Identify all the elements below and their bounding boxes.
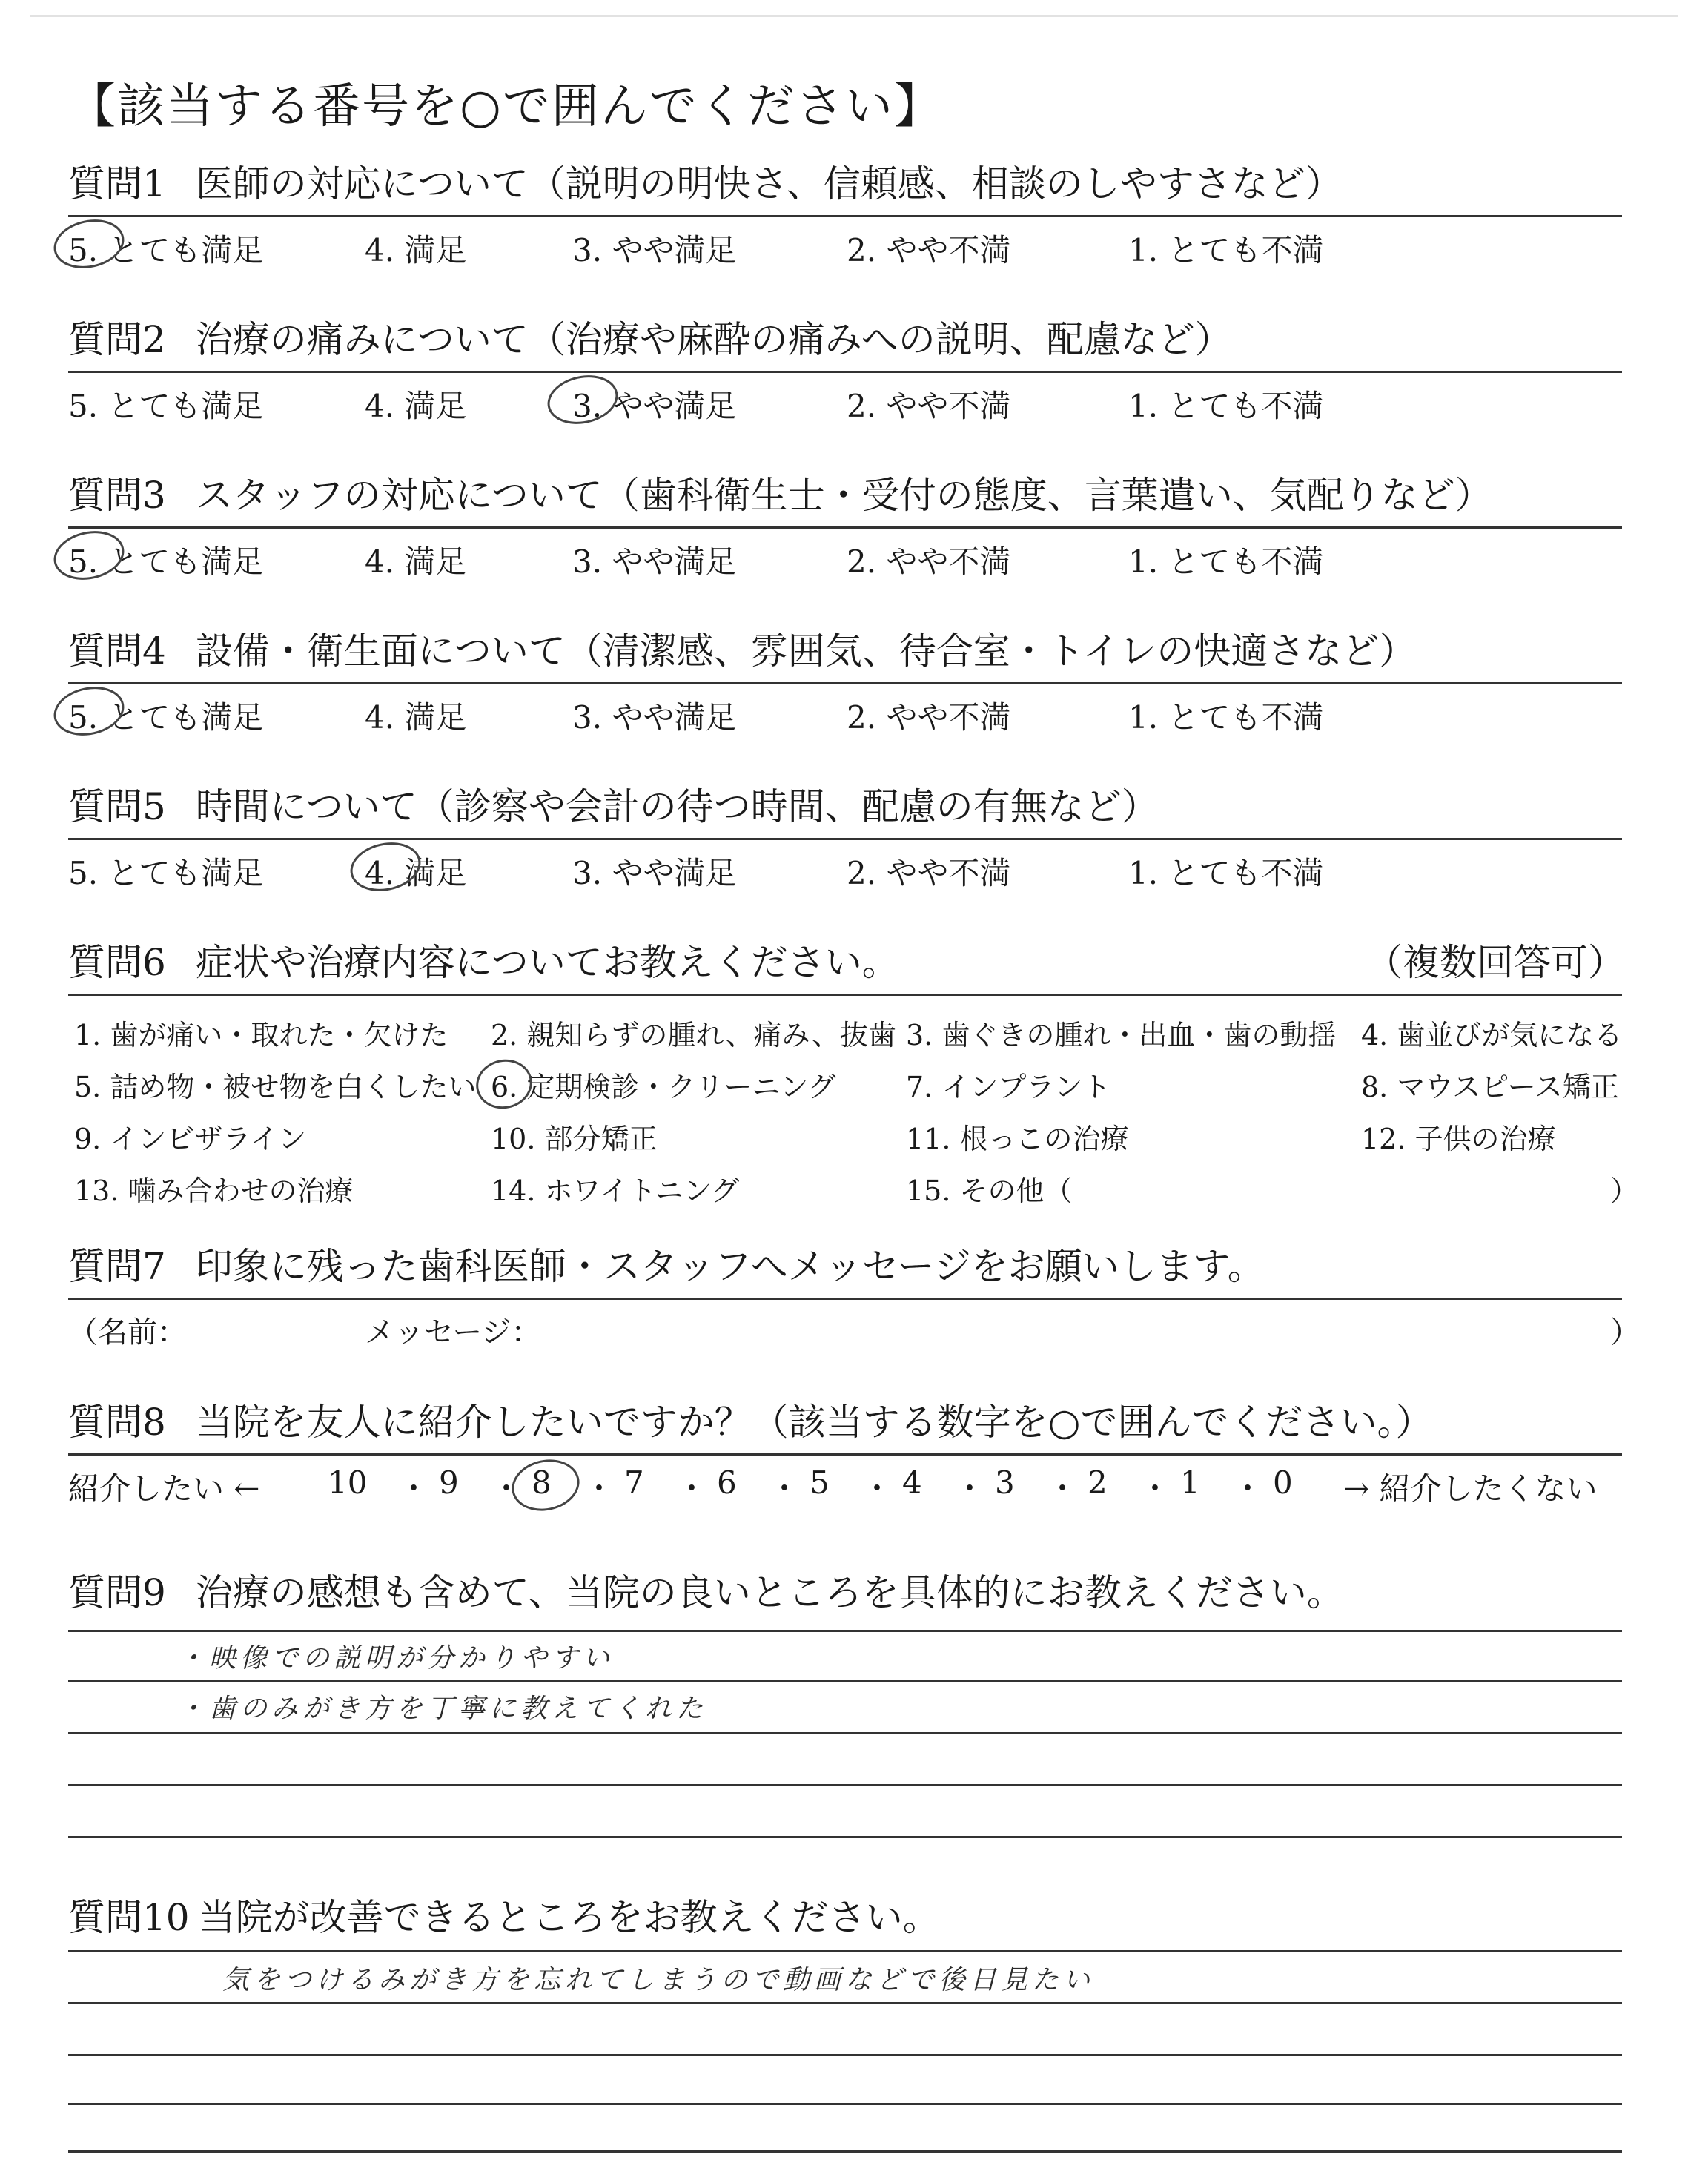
handwritten-answer: ・歯のみがき方を丁寧に教えてくれた [178,1694,708,1724]
rating-options [68,684,1625,736]
recommend-scale [68,1456,1625,1509]
option-4[interactable]: 4. 満足 [365,699,467,736]
question-6-title [68,936,1625,989]
question-9-title [68,1566,1625,1619]
answer-line [68,1680,1622,1682]
option-3[interactable]: 3. やや満足 [572,544,737,580]
symptom-option[interactable]: 6. 定期検診・クリーニング [491,1071,836,1103]
answer-line [68,2054,1622,2056]
question-text: 治療の痛みについて（治療や麻酔の痛みへの説明、配慮など） [195,318,1232,361]
option-5[interactable]: 5. とても満足 [68,544,264,580]
question-7-title [68,1240,1625,1293]
handwritten-answer: ・映像での説明が分かりやすい [178,1643,615,1674]
symptom-option[interactable]: 14. ホワイトニング [491,1175,740,1207]
option-1[interactable]: 1. とても不満 [1128,855,1324,891]
option-3[interactable]: 3. やや満足 [572,232,737,268]
scale-value[interactable]: 9 [439,1464,459,1501]
question-2 [68,313,1625,422]
option-5[interactable]: 5. とても満足 [68,232,264,268]
name-label: （名前： [68,1315,187,1350]
option-2[interactable]: 2. やや不満 [847,855,1011,891]
scale-dot: ・ [1047,1470,1079,1507]
option-2[interactable]: 2. やや不満 [847,544,1011,580]
scale-left-label: 紹介したい ← [68,1470,260,1507]
question-number: 質問1 [68,162,166,205]
question-number: 質問10 [68,1896,190,1939]
question-6 [68,936,1639,1211]
other-close-paren: ） [1610,1175,1639,1207]
scan-border [30,15,1678,17]
scale-dot: ・ [583,1470,615,1507]
answer-line [68,2103,1622,2105]
question-number: 質問4 [68,630,166,673]
question-1-title [68,157,1625,211]
symptom-option[interactable]: 10. 部分矯正 [491,1123,658,1155]
option-4[interactable]: 4. 満足 [365,544,467,580]
message-close-paren: ） [1610,1315,1640,1350]
symptom-option[interactable]: 7. インプラント [906,1071,1111,1103]
question-10 [68,1891,1625,1944]
question-text: 時間について（診察や会計の待つ時間、配慮の有無など） [195,785,1159,828]
scale-value[interactable]: 2 [1088,1464,1108,1501]
rating-options [68,840,1625,889]
scale-dot: ・ [954,1470,986,1507]
question-number: 質問5 [68,785,166,828]
symptom-option[interactable]: 11. 根っこの治療 [906,1123,1129,1155]
question-text: 印象に残った歯科医師・スタッフへメッセージをお願いします。 [195,1245,1265,1288]
question-number: 質問8 [68,1401,166,1444]
question-number: 質問3 [68,474,166,517]
scale-value[interactable]: 7 [624,1464,644,1501]
rating-options [68,373,1625,422]
selection-circle [471,1054,537,1114]
scale-dot: ・ [1232,1470,1264,1507]
question-10-title [68,1891,1625,1944]
message-row [68,1300,1640,1350]
option-2[interactable]: 2. やや不満 [847,232,1011,268]
message-label: メッセージ： [365,1315,541,1350]
option-1[interactable]: 1. とても不満 [1128,388,1324,424]
question-number: 質問7 [68,1245,166,1288]
scale-dot: ・ [1139,1470,1171,1507]
option-4[interactable]: 4. 満足 [365,855,467,891]
symptom-option[interactable]: 1. 歯が痛い・取れた・欠けた [74,1019,448,1051]
question-8-title [68,1396,1625,1449]
question-9 [68,1566,1625,1619]
question-text: 設備・衛生面について（清潔感、雰囲気、待合室・トイレの快適さなど） [195,630,1417,673]
option-4[interactable]: 4. 満足 [365,232,467,268]
question-2-title [68,313,1625,366]
scale-value[interactable]: 1 [1180,1464,1200,1501]
rating-options [68,529,1625,578]
answer-line [68,2002,1622,2004]
answer-line [68,1630,1622,1632]
question-5-title [68,780,1625,833]
option-1[interactable]: 1. とても不満 [1128,232,1324,268]
question-3-title [68,469,1625,522]
scale-value[interactable]: 8 [532,1464,552,1501]
question-8 [68,1396,1625,1509]
scale-dot: ・ [769,1470,801,1507]
question-1 [68,157,1625,266]
scale-value[interactable]: 10 [328,1464,368,1501]
symptom-option[interactable]: 2. 親知らずの腫れ、痛み、抜歯 [491,1019,896,1051]
page-title: 【該当する番号を○で囲んでください】 [68,79,943,134]
symptom-option[interactable]: 3. 歯ぐきの腫れ・出血・歯の動揺 [906,1019,1337,1051]
option-1[interactable]: 1. とても不満 [1128,699,1324,736]
question-number: 質問9 [68,1571,166,1614]
question-5 [68,780,1625,889]
option-3[interactable]: 3. やや満足 [572,699,737,736]
symptom-options [68,996,1639,1211]
scale-value[interactable]: 0 [1273,1464,1293,1501]
question-7 [68,1240,1640,1350]
scale-value[interactable]: 3 [995,1464,1015,1501]
symptom-option[interactable]: 4. 歯並びが気になる [1361,1019,1623,1051]
symptom-option[interactable]: 5. 詰め物・被せ物を白くしたい [74,1071,477,1103]
question-text: 当院を友人に紹介したいですか？（該当する数字を○で囲んでください。） [195,1401,1433,1444]
question-text: 治療の感想も含めて、当院の良いところを具体的にお教えください。 [195,1571,1344,1614]
option-2[interactable]: 2. やや不満 [847,388,1011,424]
option-3[interactable]: 3. やや満足 [572,388,737,424]
question-4-title [68,624,1625,678]
option-3[interactable]: 3. やや満足 [572,855,737,891]
rating-options [68,217,1625,266]
scale-value[interactable]: 6 [717,1464,737,1501]
option-5[interactable]: 5. とても満足 [68,699,264,736]
question-number: 質問6 [68,941,166,984]
symptom-option[interactable]: 9. インビザライン [74,1123,307,1155]
answer-line [68,1732,1622,1734]
scale-dot: ・ [861,1470,893,1507]
question-text: 症状や治療内容についてお教えください。 [195,941,899,984]
symptom-option-other[interactable]: 15. その他（ [906,1175,1073,1207]
scale-dot: ・ [491,1470,523,1507]
multiple-answers-note: （複数回答可） [1366,941,1625,984]
answer-line [68,1784,1622,1786]
scale-dot: ・ [676,1470,708,1507]
question-text: 当院が改善できるところをお教えください。 [198,1896,940,1939]
answer-line [68,2150,1622,2153]
handwritten-answer: 気をつけるみがき方を忘れてしまうので動画などで後日見たい [222,1965,1095,1995]
option-5[interactable]: 5. とても満足 [68,388,264,424]
scale-right-label: → 紹介したくない [1343,1470,1598,1507]
question-text: 医師の対応について（説明の明快さ、信頼感、相談のしやすさなど） [195,162,1343,205]
question-number: 質問2 [68,318,166,361]
answer-line [68,1950,1622,1952]
question-text: スタッフの対応について（歯科衛生士・受付の態度、言葉遣い、気配りなど） [195,474,1492,517]
answer-line [68,1836,1622,1838]
scale-dot: ・ [398,1470,430,1507]
option-1[interactable]: 1. とても不満 [1128,544,1324,580]
question-4 [68,624,1625,736]
option-5[interactable]: 5. とても満足 [68,855,264,891]
option-4[interactable]: 4. 満足 [365,388,467,424]
scale-value[interactable]: 4 [902,1464,922,1501]
scale-value[interactable]: 5 [810,1464,830,1501]
symptom-option[interactable]: 13. 噛み合わせの治療 [74,1175,354,1207]
symptom-option[interactable]: 8. マウスピース矯正 [1361,1071,1619,1103]
symptom-option[interactable]: 12. 子供の治療 [1361,1123,1556,1155]
question-3 [68,469,1625,578]
option-2[interactable]: 2. やや不満 [847,699,1011,736]
